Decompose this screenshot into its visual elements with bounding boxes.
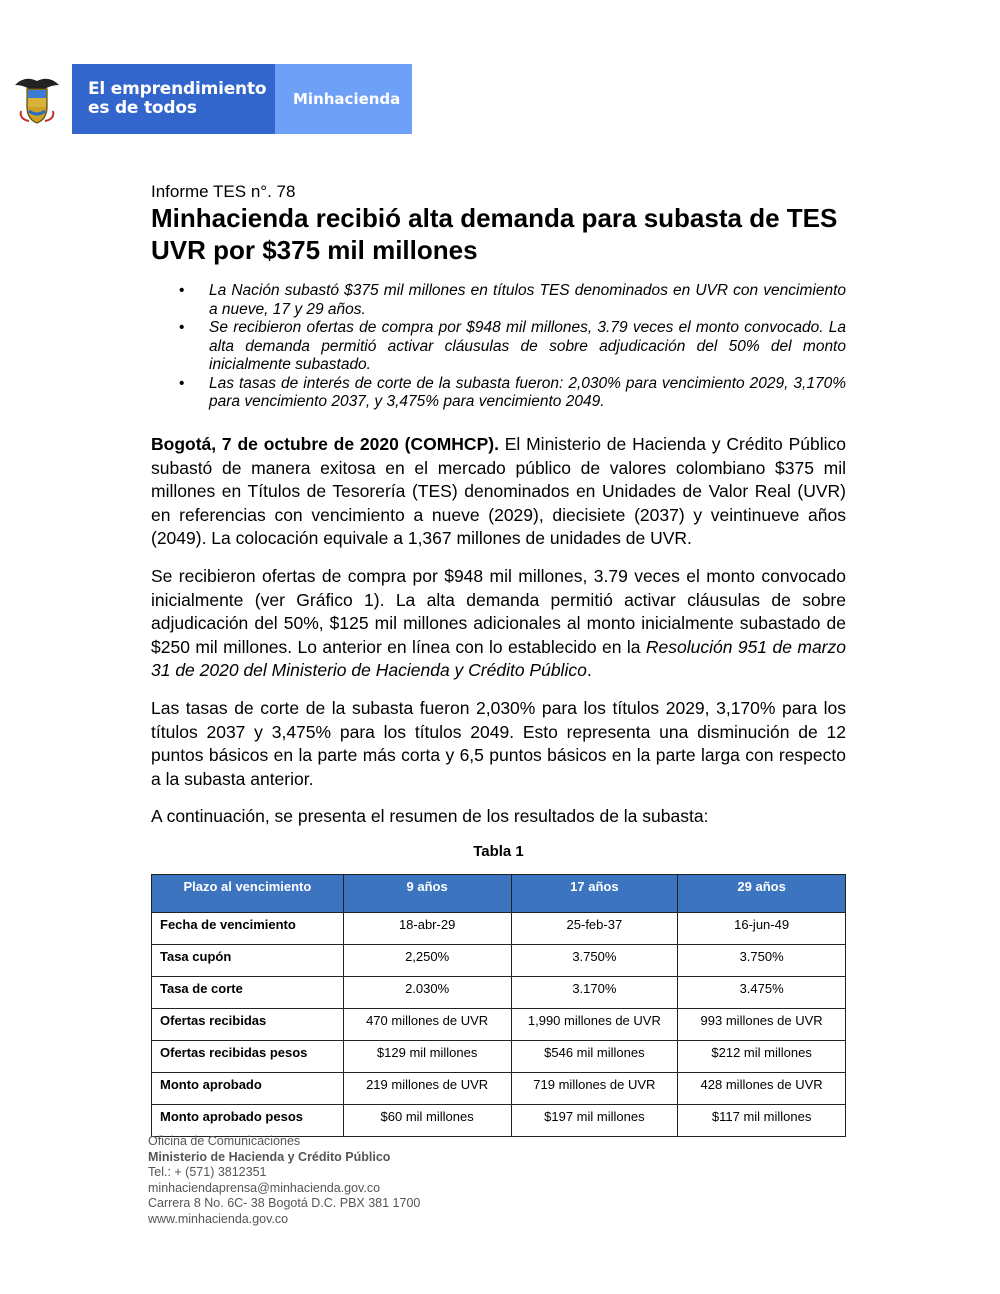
table-cell: $546 mil millones bbox=[511, 1041, 678, 1073]
bullet-text: Se recibieron ofertas de compra por $948 mil millones, 3.79 veces el monto convocado. La alta demanda permitió activar cláusulas de sobre adjudicación del 50% del monto inicialmente subastado. bbox=[209, 319, 846, 373]
paragraph-3: Las tasas de corte de la subasta fueron 2,030% para los títulos 2029, 3,170% para los títulos 2037 y 3,475% para los títulos 2049. Esto representa una disminución de 12 puntos básicos en la parte más corta y 6,5 puntos básicos en la parte larga con respecto a la subasta anterior. bbox=[151, 698, 846, 789]
table-cell: 25-feb-37 bbox=[511, 913, 678, 945]
table-cell: $212 mil millones bbox=[678, 1041, 846, 1073]
table-cell: 16-jun-49 bbox=[678, 913, 846, 945]
row-label: Tasa cupón bbox=[152, 945, 344, 977]
table-cell: $197 mil millones bbox=[511, 1105, 678, 1137]
footer-office: Oficina de Comunicaciones bbox=[148, 1134, 301, 1148]
report-number: Informe TES n°. 78 bbox=[151, 182, 296, 201]
table-cell: 2.030% bbox=[343, 977, 511, 1009]
ministry-label: Minhacienda bbox=[275, 64, 412, 134]
row-label: Ofertas recibidas pesos bbox=[152, 1041, 344, 1073]
table-row bbox=[152, 977, 846, 1009]
bullet-icon: • bbox=[179, 374, 185, 392]
table-row bbox=[152, 1041, 846, 1073]
footer-phone: Tel.: + (571) 3812351 bbox=[148, 1165, 267, 1179]
table-cell: 3.475% bbox=[678, 977, 846, 1009]
summary-bullets bbox=[151, 282, 846, 412]
table-cell: $117 mil millones bbox=[678, 1105, 846, 1137]
table-cell: 993 millones de UVR bbox=[678, 1009, 846, 1041]
column-header: 17 años bbox=[511, 875, 678, 913]
table-cell: 3.170% bbox=[511, 977, 678, 1009]
header-banner bbox=[2, 64, 412, 134]
slogan-line-1: El emprendimiento bbox=[88, 79, 267, 99]
slogan-block bbox=[72, 64, 275, 134]
paragraph-2-end: . bbox=[586, 660, 592, 681]
column-header: Plazo al vencimiento bbox=[152, 875, 344, 913]
table-cell: $129 mil millones bbox=[343, 1041, 511, 1073]
dateline: Bogotá, 7 de octubre de 2020 (COMHCP). bbox=[151, 434, 499, 454]
bullet-item bbox=[151, 375, 846, 412]
row-label: Ofertas recibidas bbox=[152, 1009, 344, 1041]
table-cell: 1,990 millones de UVR bbox=[511, 1009, 678, 1041]
page-title: Minhacienda recibió alta demanda para subasta de TES UVR por $375 mil millones bbox=[151, 203, 838, 265]
table-cell: 428 millones de UVR bbox=[678, 1073, 846, 1105]
row-label: Monto aprobado pesos bbox=[152, 1105, 344, 1137]
paragraph-4: A continuación, se presenta el resumen de los resultados de la subasta: bbox=[151, 806, 709, 826]
footer-email[interactable]: minhaciendaprensa@minhacienda.gov.co bbox=[148, 1180, 381, 1195]
column-header: 9 años bbox=[343, 875, 511, 913]
table-cell: 719 millones de UVR bbox=[511, 1073, 678, 1105]
column-header: 29 años bbox=[678, 875, 846, 913]
table-row bbox=[152, 945, 846, 977]
bullet-icon: • bbox=[179, 282, 185, 299]
paragraph-1 bbox=[151, 433, 846, 551]
footer-website[interactable]: www.minhacienda.gov.co bbox=[148, 1211, 289, 1226]
footer-address: Carrera 8 No. 6C- 38 Bogotá D.C. PBX 381 1700 bbox=[148, 1196, 421, 1210]
slogan-line-2: es de todos bbox=[88, 98, 197, 118]
results-table bbox=[151, 874, 846, 1137]
table-cell: 3.750% bbox=[511, 945, 678, 977]
row-label: Monto aprobado bbox=[152, 1073, 344, 1105]
bullet-text: La Nación subastó $375 mil millones en títulos TES denominados en UVR con vencimiento a nueve, 17 y 29 años. bbox=[209, 282, 846, 318]
footer-contact bbox=[148, 1134, 420, 1227]
table-cell: $60 mil millones bbox=[343, 1105, 511, 1137]
coat-of-arms-logo bbox=[2, 64, 72, 134]
table-row bbox=[152, 913, 846, 945]
footer-ministry: Ministerio de Hacienda y Crédito Público bbox=[148, 1149, 391, 1164]
table-cell: 2,250% bbox=[343, 945, 511, 977]
bullet-item bbox=[151, 282, 846, 319]
table-cell: 470 millones de UVR bbox=[343, 1009, 511, 1041]
bullet-text: Las tasas de interés de corte de la subasta fueron: 2,030% para vencimiento 2029, 3,170% para vencimiento 2037, y 3,475% para vencimiento 2049. bbox=[209, 374, 846, 410]
bullet-icon: • bbox=[179, 319, 185, 336]
row-label: Fecha de vencimiento bbox=[152, 913, 344, 945]
table-title: Tabla 1 bbox=[473, 843, 524, 860]
paragraph-1-text: El Ministerio de Hacienda y Crédito Público subastó de manera exitosa en el mercado público de valores colombiano $375 mil millones en Títulos de Tesorería (TES) denominados en Unidades de Valor Real (UVR) en referencias con vencimiento a nueve (2029), diecisiete (2037) y veintinueve años (2049). La colocación equivale a 1,367 millones de unidades de UVR. bbox=[151, 434, 846, 549]
row-label: Tasa de corte bbox=[152, 977, 344, 1009]
table-cell: 219 millones de UVR bbox=[343, 1073, 511, 1105]
table-cell: 18-abr-29 bbox=[343, 913, 511, 945]
table-row bbox=[152, 1073, 846, 1105]
bullet-item bbox=[151, 319, 846, 375]
table-header-row bbox=[152, 875, 846, 913]
table-cell: 3.750% bbox=[678, 945, 846, 977]
resolution-reference: Resolución 951 de marzo 31 de 2020 del Ministerio de Hacienda y Crédito Público bbox=[151, 636, 846, 681]
paragraph-2-text: Se recibieron ofertas de compra por $948 mil millones, 3.79 veces el monto convocado inicialmente (ver Gráfico 1). La alta demanda permitió activar cláusulas de sobre adjudicación del 50%, $125 mil millones adicionales al monto inicialmente subastado de $250 mil millones. Lo anterior en línea con lo establecido en la bbox=[151, 566, 846, 657]
table-row bbox=[152, 1105, 846, 1137]
paragraph-2 bbox=[151, 565, 846, 683]
table-row bbox=[152, 1009, 846, 1041]
